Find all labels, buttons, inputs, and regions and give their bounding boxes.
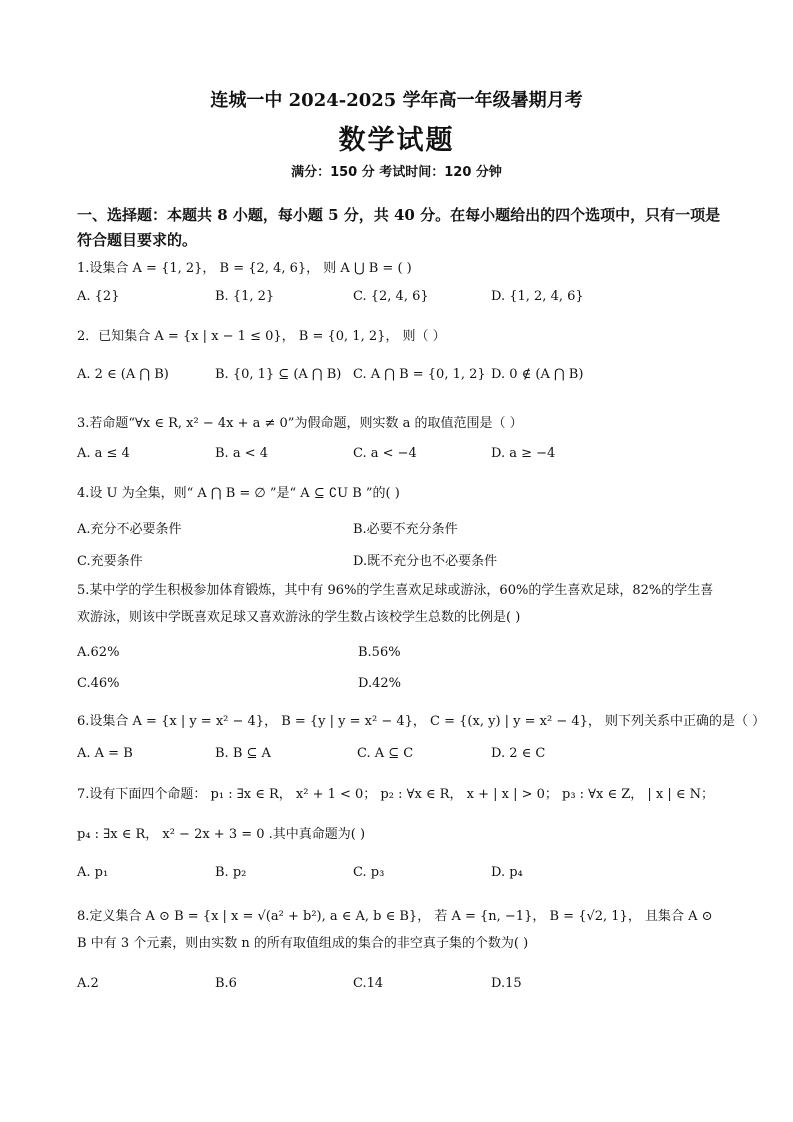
question-7-option-c: C. p₃: [353, 865, 385, 880]
question-5-option-b: B.56%: [358, 645, 401, 660]
question-5-option-d: D.42%: [358, 676, 401, 691]
question-3-option-a: A. a ≤ 4: [77, 446, 130, 461]
question-7-stem-continued: p₄ : ∃x ∈ R， x² − 2x + 3 = 0 .其中真命题为( ): [77, 827, 366, 842]
question-2-option-c: C. A ⋂ B = {0, 1, 2}: [353, 367, 486, 382]
question-7-option-b: B. p₂: [215, 865, 247, 880]
question-6-option-b: B. B ⊆ A: [215, 746, 271, 761]
question-8-option-a: A.2: [77, 976, 99, 991]
question-6-option-d: D. 2 ∈ C: [491, 746, 546, 761]
question-1-option-c: C. {2, 4, 6}: [353, 289, 429, 304]
question-3-stem: 3.若命题“∀x ∈ R, x² − 4x + a ≠ 0”为假命题，则实数 a 的取值范围是（ ）: [77, 416, 523, 431]
question-7-stem: 7.设有下面四个命题： p₁ : ∃x ∈ R， x² + 1 < 0； p₂ : ∀x ∈ R， x + | x | > 0； p₃ : ∀x ∈ Z， | x | ∈ N；: [77, 787, 715, 802]
question-8-option-c: C.14: [353, 976, 384, 991]
question-7-option-a: A. p₁: [77, 865, 109, 880]
question-2-option-a: A. 2 ∈ (A ⋂ B): [77, 367, 169, 382]
question-4-stem: 4.设 U 为全集，则“ A ⋂ B = ∅ ”是“ A ⊆ ∁U B ”的( ): [77, 486, 400, 501]
question-6-option-a: A. A = B: [77, 746, 133, 761]
question-3-option-d: D. a ≥ −4: [491, 446, 556, 461]
question-2-option-b: B. {0, 1} ⊆ (A ⋂ B): [215, 367, 342, 382]
question-7-option-d: D. p₄: [491, 865, 523, 880]
question-4-option-d: D.既不充分也不必要条件: [353, 554, 498, 569]
question-4-option-a: A.充分不必要条件: [77, 522, 182, 537]
question-6-stem: 6.设集合 A = {x | y = x² − 4}， B = {y | y = x² − 4}， C = {(x, y) | y = x² − 4}， 则下列关系中正确的是（ ）: [77, 714, 766, 729]
question-3-option-c: C. a < −4: [353, 446, 417, 461]
exam-title: 连城一中 2024-2025 学年高一年级暑期月考: [210, 90, 583, 111]
question-4-option-b: B.必要不充分条件: [353, 522, 458, 537]
question-5-stem: 5.某中学的学生积极参加体育锻炼，其中有 96%的学生喜欢足球或游泳，60%的学生喜欢足球，82%的学生喜欢游泳，则该中学既喜欢足球又喜欢游泳的学生数占该校学生总数的比例是( ): [77, 583, 714, 625]
question-1-option-b: B. {1, 2}: [215, 289, 275, 304]
question-2-stem: 2．已知集合 A = {x | x − 1 ≤ 0}， B = {0, 1, 2}， 则（ ）: [77, 329, 446, 344]
subject-title: 数学试题: [338, 125, 455, 156]
question-8-stem: 8.定义集合 A ⊙ B = {x | x = √(a² + b²), a ∈ A, b ∈ B}， 若 A = {n, −1}， B = {√2, 1}， 且集合 A ⊙ B 中有 3 个元素，则由实数 n 的所有取值组成的集合的非空真子集的个数为( ): [77, 909, 713, 951]
question-5-option-c: C.46%: [77, 676, 120, 691]
question-8-option-b: B.6: [215, 976, 237, 991]
question-8-option-d: D.15: [491, 976, 522, 991]
question-6-option-c: C. A ⊆ C: [357, 746, 414, 761]
question-2-option-d: D. 0 ∉ (A ⋂ B): [491, 367, 584, 382]
question-5-option-a: A.62%: [77, 645, 120, 660]
exam-meta: 满分：150 分 考试时间：120 分钟: [291, 165, 502, 180]
question-1-option-a: A. {2}: [77, 289, 120, 304]
question-1-stem: 1.设集合 A = {1, 2}， B = {2, 4, 6}， 则 A ⋃ B = ( ): [77, 261, 412, 276]
question-4-option-c: C.充要条件: [77, 554, 143, 569]
section-heading: 一、选择题：本题共 8 小题，每小题 5 分，共 40 分。在每小题给出的四个选项中，只有一项是符合题目要求的。: [77, 206, 721, 249]
question-1-option-d: D. {1, 2, 4, 6}: [491, 289, 584, 304]
question-3-option-b: B. a < 4: [215, 446, 268, 461]
